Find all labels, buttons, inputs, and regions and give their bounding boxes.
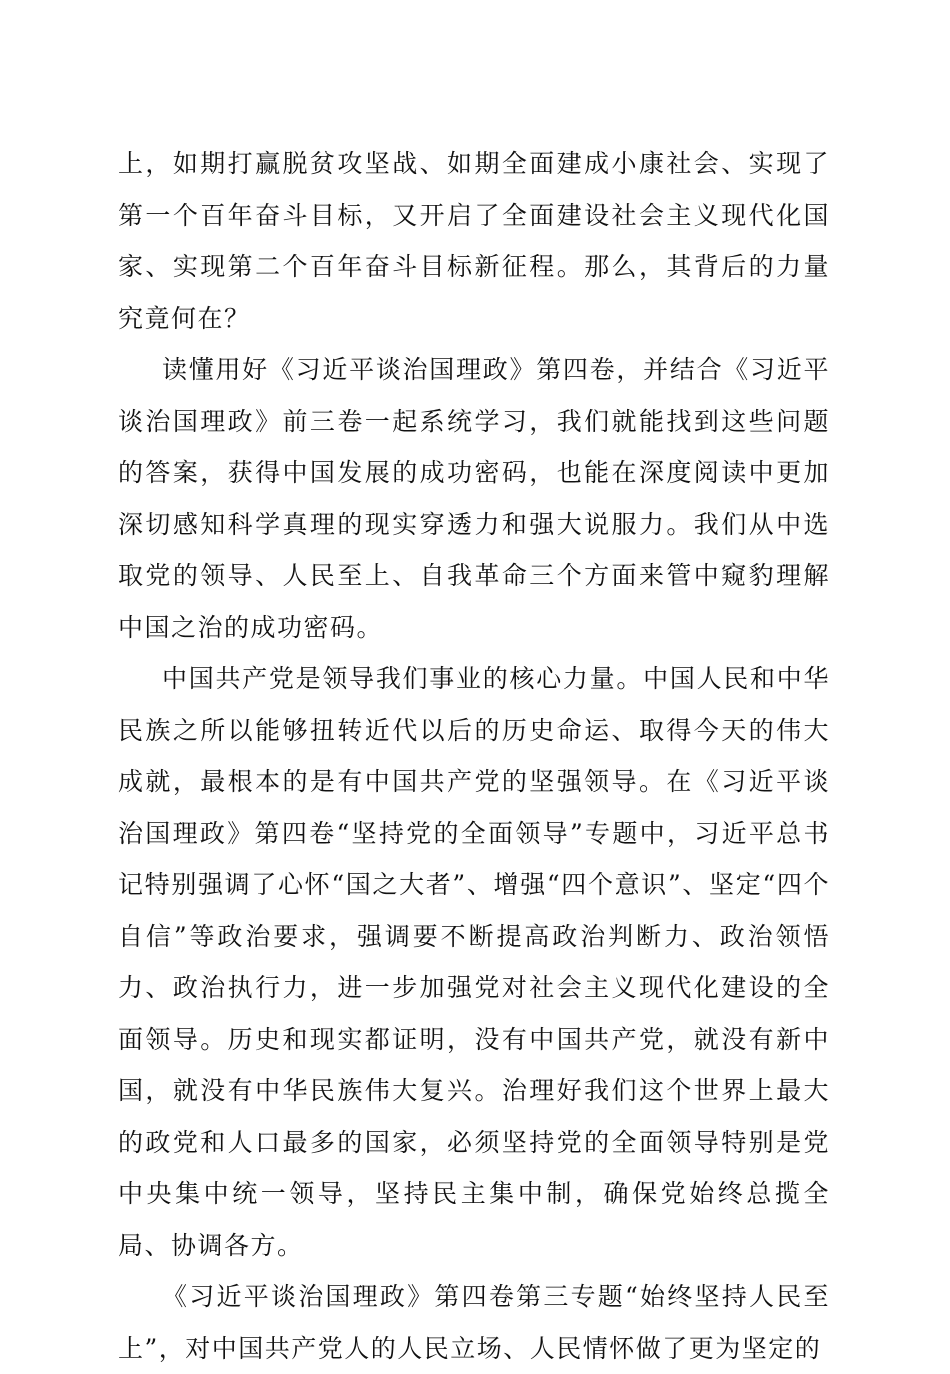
paragraph-reading-guide: 读懂用好《习近平谈治国理政》第四卷，并结合《习近平谈治国理政》前三卷一起系统学习，我们就能找到这些问题的答案，获得中国发展的成功密码，也能在深度阅读中更加深切感知科学真理的现实穿透力和强大说服力。我们从中选取党的领导、人民至上、自我革命三个方面来管中窥豹理解中国之治的成功密码。 <box>118 355 830 642</box>
paragraph-people-first: 《习近平谈治国理政》第四卷第三专题“始终坚持人民至上”，对中国共产党人的人民立场、人民情怀做了更为坚定的 <box>118 1282 830 1363</box>
paragraph-party-leadership: 中国共产党是领导我们事业的核心力量。中国人民和中华民族之所以能够扭转近代以后的历史命运、取得今天的伟大成就，最根本的是有中国共产党的坚强领导。在《习近平谈治国理政》第四卷“坚持党的全面领导”专题中，习近平总书记特别强调了心怀“国之大者”、增强“四个意识”、坚定“四个自信”等政治要求，强调要不断提高政治判断力、政治领悟力、政治执行力，进一步加强党对社会主义现代化建设的全面领导。历史和现实都证明，没有中国共产党，就没有新中国，就没有中华民族伟大复兴。治理好我们这个世界上最大的政党和人口最多的国家，必须坚持党的全面领导特别是党中央集中统一领导，坚持民主集中制，确保党始终总揽全局、协调各方。 <box>118 664 830 1260</box>
document-body <box>118 138 830 1374</box>
paragraph-continuation: 上，如期打赢脱贫攻坚战、如期全面建成小康社会、实现了第一个百年奋斗目标，又开启了全面建设社会主义现代化国家、实现第二个百年奋斗目标新征程。那么，其背后的力量究竟何在？ <box>118 149 830 333</box>
